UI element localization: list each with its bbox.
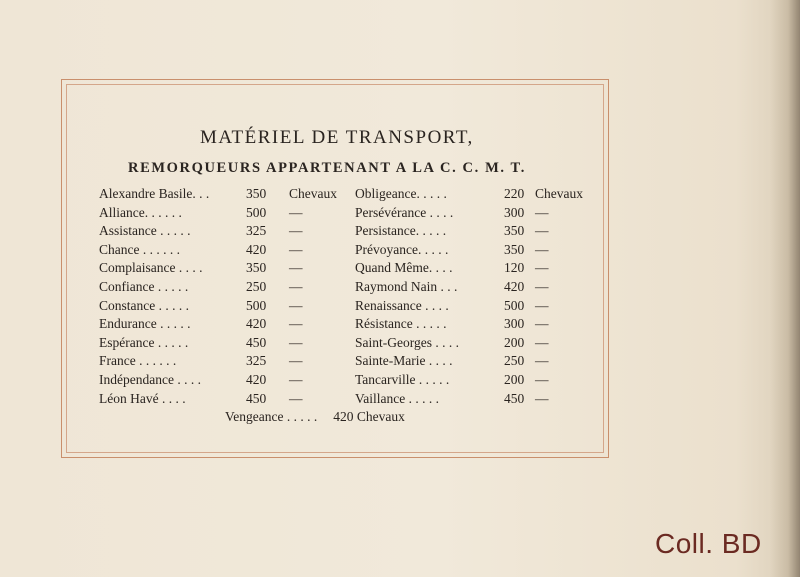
tugboat-horsepower: 350 bbox=[246, 260, 267, 276]
footer-entry-value: 420 Chevaux bbox=[333, 409, 405, 424]
tugboat-horsepower: 350 bbox=[504, 241, 525, 257]
tugboat-unit: — bbox=[289, 278, 303, 294]
tugboat-name: Chance . . . . . . bbox=[99, 241, 180, 257]
footer-entry bbox=[225, 409, 405, 425]
tugboat-unit: — bbox=[289, 390, 303, 406]
tugboat-unit: Chevaux bbox=[289, 186, 337, 201]
tugboat-horsepower: 420 bbox=[246, 371, 267, 387]
tugboat-name: Léon Havé . . . . bbox=[99, 390, 186, 406]
tugboat-unit: — bbox=[289, 371, 303, 387]
tugboat-name: Renaissance . . . . bbox=[355, 297, 449, 313]
tugboat-horsepower: 420 bbox=[504, 278, 525, 294]
tugboat-unit: Chevaux bbox=[535, 186, 583, 201]
tugboat-name: Indépendance . . . . bbox=[99, 371, 201, 387]
page-title: MATÉRIEL DE TRANSPORT, bbox=[200, 127, 474, 148]
tugboat-name: Prévoyance. . . . . bbox=[355, 241, 449, 257]
page-binding-shadow bbox=[770, 0, 800, 577]
tugboat-name: Espérance . . . . . bbox=[99, 334, 189, 350]
tugboat-horsepower: 300 bbox=[504, 316, 525, 332]
tugboat-name: Saint-Georges . . . . bbox=[355, 334, 459, 350]
tugboat-name: Vaillance . . . . . bbox=[355, 390, 439, 406]
tugboat-name: Raymond Nain . . . bbox=[355, 278, 458, 294]
tugboat-horsepower: 325 bbox=[246, 353, 267, 369]
tugboat-unit: — bbox=[535, 204, 549, 220]
tugboat-horsepower: 300 bbox=[504, 204, 525, 220]
tugboat-horsepower: 120 bbox=[504, 260, 525, 276]
tugboat-horsepower: 450 bbox=[246, 390, 267, 406]
tugboat-unit: — bbox=[535, 241, 549, 257]
tugboat-name: France . . . . . . bbox=[99, 353, 177, 369]
tugboat-horsepower: 420 bbox=[246, 316, 267, 332]
tugboat-horsepower: 350 bbox=[504, 223, 525, 239]
tugboat-unit: — bbox=[289, 260, 303, 276]
tugboat-unit: — bbox=[289, 334, 303, 350]
tugboat-name: Alexandre Basile. . . bbox=[99, 186, 210, 201]
tugboat-unit: — bbox=[535, 260, 549, 276]
tugboat-unit: — bbox=[289, 204, 303, 220]
collection-watermark: Coll. BD bbox=[655, 528, 762, 559]
tugboat-name: Endurance . . . . . bbox=[99, 316, 191, 332]
tugboat-name: Complaisance . . . . bbox=[99, 260, 203, 276]
footer-entry-name: Vengeance . . . . . bbox=[225, 409, 318, 424]
tugboat-unit: — bbox=[289, 316, 303, 332]
tugboat-unit: — bbox=[535, 278, 549, 294]
tugboat-name: Persévérance . . . . bbox=[355, 204, 454, 220]
tugboat-horsepower: 450 bbox=[246, 334, 267, 350]
tugboat-unit: — bbox=[289, 297, 303, 313]
tugboat-name: Assistance . . . . . bbox=[99, 223, 191, 239]
tugboat-horsepower: 325 bbox=[246, 223, 267, 239]
tugboat-name: Confiance . . . . . bbox=[99, 278, 189, 294]
tugboat-horsepower: 250 bbox=[504, 353, 525, 369]
tugboat-horsepower: 200 bbox=[504, 371, 525, 387]
tugboat-unit: — bbox=[535, 316, 549, 332]
tugboat-unit: — bbox=[289, 353, 303, 369]
tugboat-horsepower: 220 bbox=[504, 186, 525, 201]
tugboat-unit: — bbox=[289, 241, 303, 257]
tugboat-unit: — bbox=[535, 297, 549, 313]
tugboat-name: Obligeance. . . . . bbox=[355, 186, 447, 201]
page-subtitle: REMORQUEURS APPARTENANT A LA C. C. M. T. bbox=[128, 160, 526, 176]
tugboat-name: Constance . . . . . bbox=[99, 297, 189, 313]
tugboat-horsepower: 250 bbox=[246, 278, 267, 294]
tugboat-name: Tancarville . . . . . bbox=[355, 371, 450, 387]
tugboat-unit: — bbox=[535, 353, 549, 369]
tugboat-name: Quand Même. . . . bbox=[355, 260, 453, 276]
tugboat-name: Alliance. . . . . . bbox=[99, 204, 182, 220]
tugboat-horsepower: 500 bbox=[504, 297, 525, 313]
tugboat-horsepower: 450 bbox=[504, 390, 525, 406]
tugboat-horsepower: 200 bbox=[504, 334, 525, 350]
tugboat-unit: — bbox=[535, 371, 549, 387]
tugboat-unit: — bbox=[289, 223, 303, 239]
tugboat-unit: — bbox=[535, 223, 549, 239]
tugboat-name: Persistance. . . . . bbox=[355, 223, 447, 239]
tugboat-horsepower: 500 bbox=[246, 297, 267, 313]
tugboat-unit: — bbox=[535, 334, 549, 350]
tugboat-horsepower: 500 bbox=[246, 204, 267, 220]
tugboat-name: Résistance . . . . . bbox=[355, 316, 447, 332]
tugboat-unit: — bbox=[535, 390, 549, 406]
tugboat-horsepower: 350 bbox=[246, 186, 267, 201]
tugboat-horsepower: 420 bbox=[246, 241, 267, 257]
tugboat-name: Sainte-Marie . . . . bbox=[355, 353, 453, 369]
